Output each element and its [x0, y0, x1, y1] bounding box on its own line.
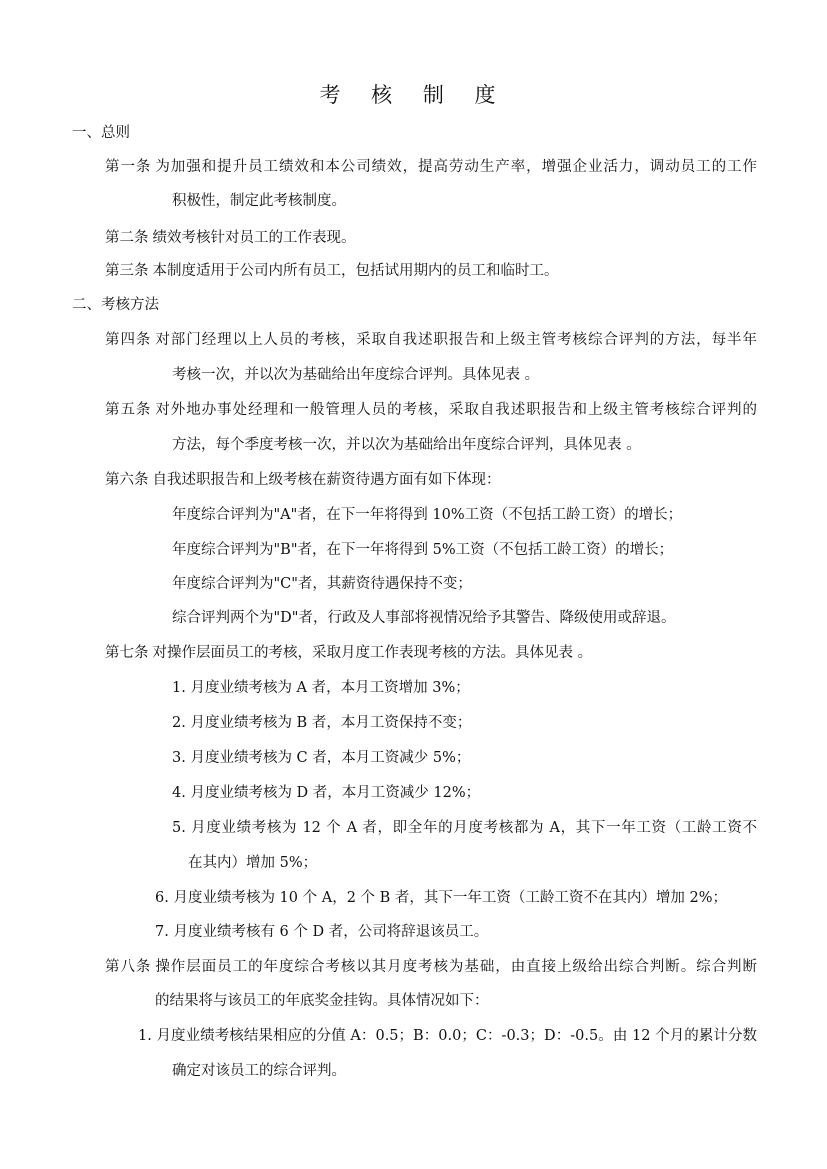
article-7-item-7: 7. 月度业绩考核有 6 个 D 者，公司将辞退该员工。 — [155, 924, 489, 940]
article-5-label: 第五条 — [105, 402, 152, 418]
page-title: 考 核 制 度 — [319, 83, 508, 107]
article-8-line-2: 的结果将与该员工的年底奖金挂钩。具体情况如下： — [155, 993, 489, 1009]
article-7-item: 2. 月度业绩考核为 B 者，本月工资保持不变； — [172, 715, 472, 731]
article-5-line-1 — [105, 400, 757, 420]
article-6-item: 年度综合评判为"C"者，其薪资待遇保持不变； — [172, 576, 472, 592]
article-7-item-5-line-1: 5. 月度业绩考核为 12 个 A 者，即全年的月度考核都为 A，其下一年工资（工龄工资不 — [172, 820, 757, 836]
article-7-item-6: 6. 月度业绩考核为 10 个 A，2 个 B 者，其下一年工资（工龄工资不在其内）增加 2%； — [155, 890, 728, 906]
article-8-item-1-line-1: 1. 月度业绩考核结果相应的分值 A：0.5；B：0.0；C：-0.3；D：-0.5。由 12 个月的累计分数 — [138, 1028, 757, 1044]
article-3-label: 第三条 — [105, 263, 149, 279]
article-2-label: 第二条 — [105, 230, 149, 246]
article-4-line-1 — [105, 330, 757, 350]
article-5-text: 对外地办事处经理和一般管理人员的考核，采取自我述职报告和上级主管考核综合评判的 — [155, 402, 758, 418]
article-7-label: 第七条 — [105, 645, 149, 661]
article-6-item: 年度综合评判为"A"者，在下一年将得到 10%工资（不包括工龄工资）的增长； — [172, 507, 683, 523]
article-7-text: 对操作层面员工的考核，采取月度工作表现考核的方法。具体见表 。 — [152, 645, 593, 661]
article-3-text: 本制度适用于公司内所有员工，包括试用期内的员工和临时工。 — [152, 263, 559, 279]
article-1-label: 第一条 — [105, 159, 152, 175]
article-4-text: 对部门经理以上人员的考核，采取自我述职报告和上级主管考核综合评判的方法，每半年 — [155, 332, 758, 348]
article-7 — [105, 643, 592, 663]
article-2 — [105, 228, 356, 248]
article-6-item: 年度综合评判为"B"者，在下一年将得到 5%工资（不包括工龄工资）的增长； — [172, 542, 674, 558]
article-7-item: 4. 月度业绩考核为 D 者，本月工资减少 12%； — [172, 785, 481, 801]
article-2-text: 绩效考核针对员工的工作表现。 — [152, 230, 356, 246]
article-8-text: 操作层面员工的年度综合考核以其月度考核为基础，由直接上级给出综合判断。综合判断 — [155, 959, 758, 975]
article-7-item-5-line-2: 在其内）增加 5%； — [188, 855, 318, 871]
article-3 — [105, 261, 559, 281]
section-heading-methods: 二、考核方法 — [72, 297, 159, 313]
article-6-label: 第六条 — [105, 472, 149, 488]
article-1-line-2: 积极性，制定此考核制度。 — [172, 193, 346, 209]
article-5-line-2: 方法，每个季度考核一次，并以次为基础给出年度综合评判，具体见表 。 — [172, 437, 641, 453]
article-8-line-1 — [105, 957, 757, 977]
section-heading-general: 一、总则 — [72, 125, 130, 141]
article-4-line-2: 考核一次，并以次为基础给出年度综合评判。具体见表 。 — [172, 367, 540, 383]
article-1-text: 为加强和提升员工绩效和本公司绩效，提高劳动生产率，增强企业活力，调动员工的工作 — [155, 159, 758, 175]
article-4-label: 第四条 — [105, 332, 152, 348]
article-8-label: 第八条 — [105, 959, 152, 975]
article-6-item: 综合评判两个为"D"者，行政及人事部将视情况给予其警告、降级使用或辞退。 — [172, 610, 676, 626]
article-7-item: 1. 月度业绩考核为 A 者，本月工资增加 3%； — [172, 680, 470, 696]
article-6 — [105, 470, 501, 490]
article-7-item: 3. 月度业绩考核为 C 者，本月工资减少 5%； — [172, 750, 471, 766]
article-8-item-1-line-2: 确定对该员工的综合评判。 — [172, 1063, 346, 1079]
article-1-line-1 — [105, 157, 757, 177]
article-6-text: 自我述职报告和上级考核在薪资待遇方面有如下体现： — [152, 472, 501, 488]
